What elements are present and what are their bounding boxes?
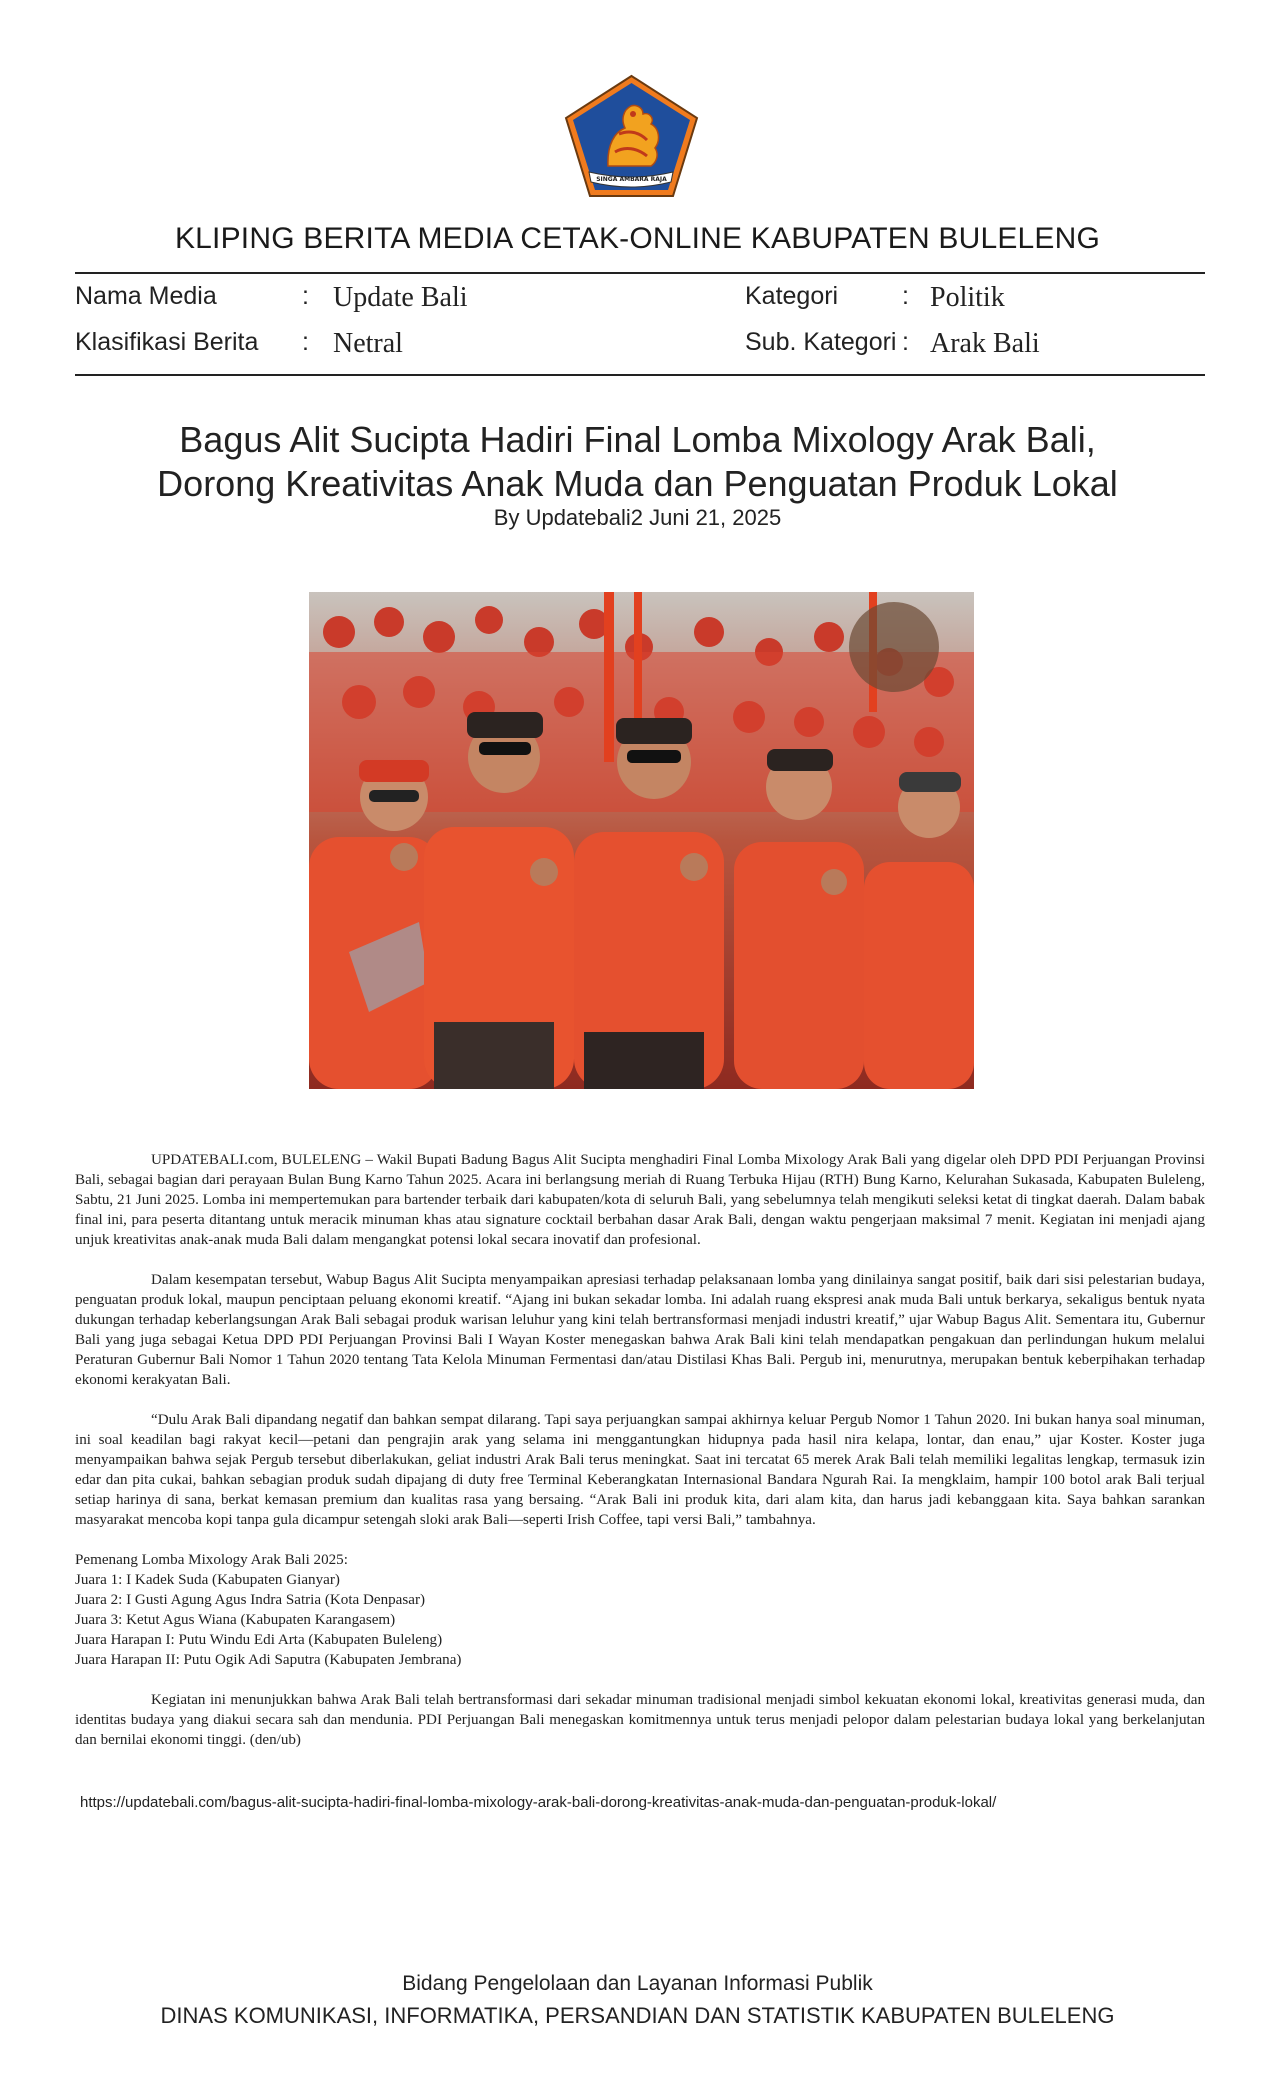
headline-line-2: Dorong Kreativitas Anak Muda dan Penguatan Produk Lokal <box>157 463 1118 504</box>
logo-ribbon-text: SINGA AMBARA RAJA <box>596 176 667 183</box>
winner-item: Juara 1: I Kadek Suda (Kabupaten Gianyar) <box>75 1572 340 1588</box>
headline-line-1: Bagus Alit Sucipta Hadiri Final Lomba Mixology Arak Bali, <box>179 419 1096 460</box>
classification-label: Klasifikasi Berita <box>75 328 259 356</box>
media-value: Update Bali <box>333 282 468 313</box>
article-headline <box>0 418 1275 506</box>
category-label: Kategori <box>745 282 839 310</box>
clipping-title: KLIPING BERITA MEDIA CETAK-ONLINE KABUPATEN BULELENG <box>174 222 1101 255</box>
winner-item: Juara 3: Ketut Agus Wiana (Kabupaten Karangasem) <box>75 1612 396 1628</box>
source-link[interactable]: https://updatebali.com/bagus-alit-sucipta-hadiri-final-lomba-mixology-arak-bali-dorong-kreativitas-anak-muda-dan-penguatan-produk-lokal/ <box>80 1794 997 1811</box>
closing-paragraph: Kegiatan ini menunjukkan bahwa Arak Bali telah bertransformasi dari sekadar minuman tradisional menjadi simbol kekuatan ekonomi lokal, kreativitas generasi muda, dan identitas budaya yang diakui secara sah dan mendunia. PDI Perjuangan Bali menegaskan komitmennya untuk terus menjadi pelopor dalam pelestarian budaya lokal yang berkelanjutan dan bernilai ekonomi tinggi. (den/ub) <box>75 1692 1205 1748</box>
footer-department: Bidang Pengelolaan dan Layanan Informasi Publik <box>402 1972 873 1995</box>
category-value: Politik <box>930 282 1005 313</box>
subcategory-label: Sub. Kategori <box>745 328 897 356</box>
article-byline: By Updatebali2 Juni 21, 2025 <box>493 505 782 530</box>
category-colon: : <box>902 282 909 310</box>
winner-item: Juara Harapan I: Putu Windu Edi Arta (Kabupaten Buleleng) <box>75 1632 443 1648</box>
paragraph: UPDATEBALI.com, BULELENG – Wakil Bupati Badung Bagus Alit Sucipta menghadiri Final Lomba Mixology Arak Bali yang digelar oleh DPD PDI Perjuangan Provinsi Bali, sebagai bagian dari perayaan Bulan Bung Karno Tahun 2025. Acara ini berlangsung meriah di Ruang Terbuka Hijau (RTH) Bung Karno, Kelurahan Sukasada, Kabupaten Buleleng, Sabtu, 21 Juni 2025. Lomba ini mempertemukan para bartender terbaik dari kabupaten/kota di seluruh Bali, yang sebelumnya telah mengikuti seleksi ketat di tingkat daerah. Dalam babak final ini, para peserta ditantang untuk meracik minuman khas atau signature cocktail berbahan dasar Arak Bali, dengan waktu pengerjaan maksimal 7 menit. Kegiatan ini menjadi ajang unjuk kreativitas anak-anak muda Bali dalam mengangkat potensi lokal secara inovatif dan profesional. <box>75 1152 1205 1248</box>
classification-value: Netral <box>333 328 403 359</box>
meta-bottom-rule <box>75 374 1205 376</box>
article-body <box>75 1150 1205 1770</box>
winner-item: Juara 2: I Gusti Agung Agus Indra Satria (Kota Denpasar) <box>75 1592 426 1608</box>
winners-title: Pemenang Lomba Mixology Arak Bali 2025: <box>75 1552 348 1568</box>
subcategory-value: Arak Bali <box>930 328 1040 359</box>
buleleng-logo <box>563 74 700 200</box>
paragraph: “Dulu Arak Bali dipandang negatif dan bahkan sempat dilarang. Tapi saya perjuangkan sampai akhirnya keluar Pergub Nomor 1 Tahun 2020. Ini bukan hanya soal minuman, ini soal keadilan bagi rakyat kecil—petani dan pengrajin arak yang selama ini menggantungkan hidupnya pada hasil nira kelapa, lontar, dan enau,” ujar Koster. Koster juga menyampaikan bahwa sejak Pergub tersebut diberlakukan, geliat industri Arak Bali terus meningkat. Saat ini tercatat 65 merek Arak Bali telah memiliki legalitas lengkap, termasuk izin edar dan pita cukai, bahkan sebagian produk sudah dipajang di duty free Terminal Keberangkatan Internasional Bandara Ngurah Rai. Ia mengklaim, hampir 100 botol arak Bali terjual setiap harinya di sana, berkat kemasan premium dan kualitas rasa yang bersaing. “Arak Bali ini produk kita, dari alam kita, dan harus jadi kebanggaan kita. Saya bahkan sarankan masyarakat mencoba kopi tanpa gula dicampur setengah sloki arak Bali—seperti Irish Coffee, tapi versi Bali,” tambahnya. <box>75 1412 1205 1528</box>
paragraph: Dalam kesempatan tersebut, Wabup Bagus Alit Sucipta menyampaikan apresiasi terhadap pelaksanaan lomba yang dinilainya sangat positif, baik dari sisi pelestarian budaya, penguatan produk lokal, maupun penciptaan peluang ekonomi kreatif. “Ajang ini bukan sekadar lomba. Ini adalah ruang ekspresi anak muda Bali untuk berkarya, sekaligus bentuk nyata dukungan terhadap keberlangsungan Arak Bali sebagai produk warisan leluhur yang kini telah bertransformasi menjadi industri kreatif,” ujar Wabup Bagus Alit. Sementara itu, Gubernur Bali yang juga sebagai Ketua DPD PDI Perjuangan Provinsi Bali I Wayan Koster menegaskan bahwa Arak Bali kini telah mendapatkan pengakuan dan perlindungan hukum melalui Peraturan Gubernur Bali Nomor 1 Tahun 2020 tentang Tata Kelola Minuman Fermentasi dan/atau Distilasi Khas Bali. Pergub ini, menurutnya, merupakan bentuk keberpihakan terhadap ekonomi kerakyatan Bali. <box>75 1272 1205 1388</box>
media-colon: : <box>302 282 309 310</box>
top-rule <box>75 272 1205 274</box>
classification-colon: : <box>302 328 309 356</box>
winners-list <box>75 1550 1205 1670</box>
article-photo <box>309 592 974 1089</box>
subcategory-colon: : <box>902 328 909 356</box>
media-label: Nama Media <box>75 282 217 310</box>
winner-item: Juara Harapan II: Putu Ogik Adi Saputra (Kabupaten Jembrana) <box>75 1652 462 1668</box>
footer-agency: DINAS KOMUNIKASI, INFORMATIKA, PERSANDIAN DAN STATISTIK KABUPATEN BULELENG <box>160 2003 1115 2028</box>
